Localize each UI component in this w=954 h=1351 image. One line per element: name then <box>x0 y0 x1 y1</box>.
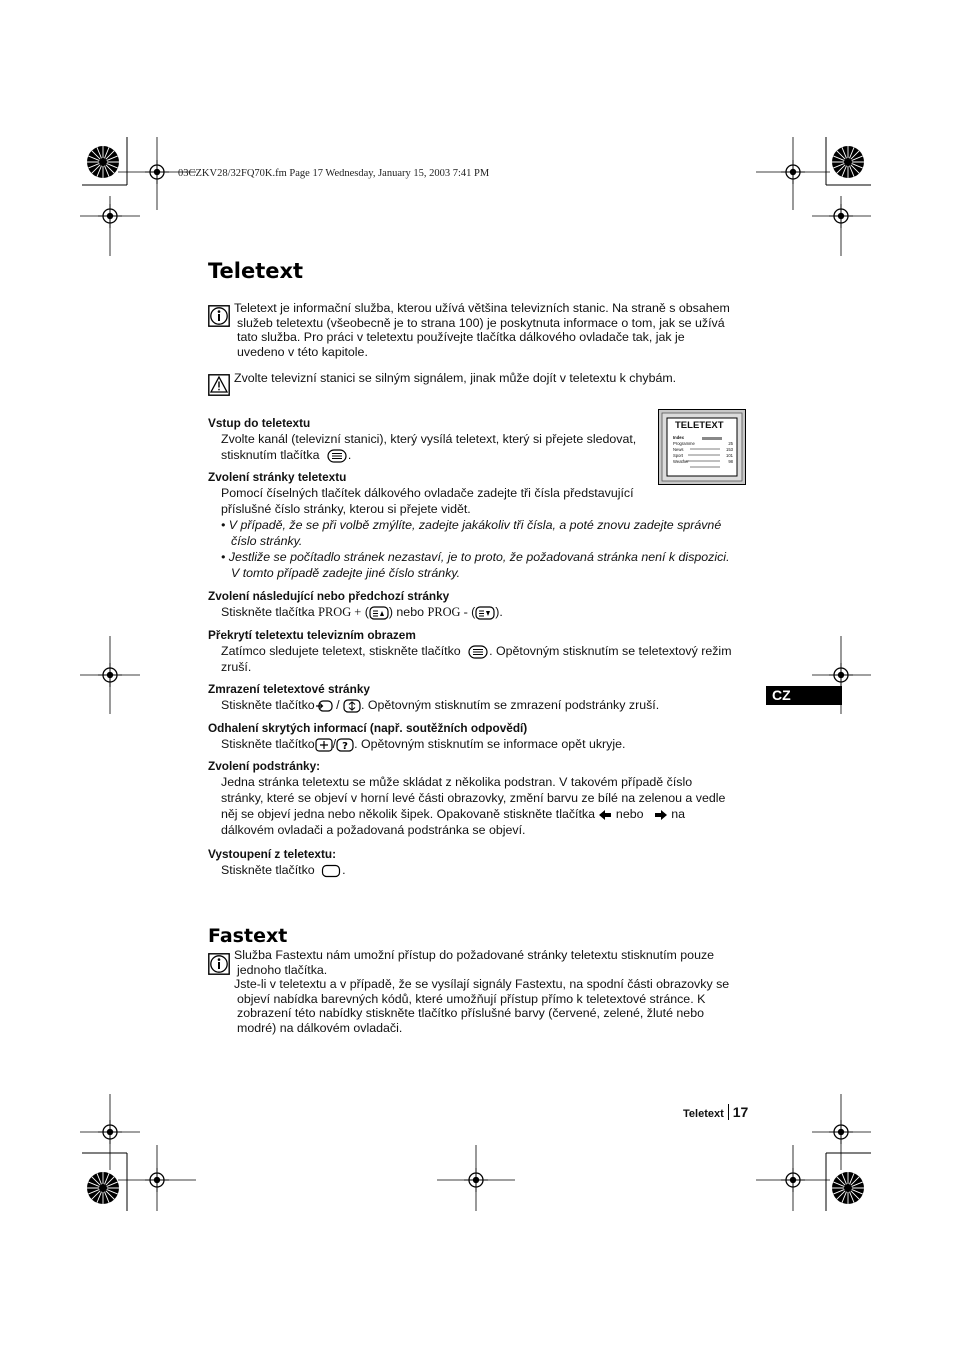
section-heading: Zvolení následující nebo předchozí stránky <box>208 589 450 603</box>
text-fragment: ) nebo <box>388 605 424 619</box>
section-exit <box>208 846 753 878</box>
text-fragment: ). <box>495 605 503 619</box>
fastext-line: objeví nabídka barevných kódů, které umožňují přístup přímo k teletextové stránce. K <box>237 991 706 1006</box>
teletext-button-icon <box>468 645 488 659</box>
hold-icon <box>315 699 333 713</box>
text-fragment: Stiskněte tlačítko <box>221 863 315 877</box>
text-fragment: na <box>671 807 686 821</box>
page-number: 17 <box>728 1104 749 1120</box>
fastext-line: jednoho tlačítka. <box>237 962 328 977</box>
text-fragment: Stiskněte tlačítko <box>221 698 315 712</box>
section-text: Pomocí číselných tlačítek dálkového ovladače zadejte tři čísla představující <box>221 486 634 500</box>
warning-text: Zvolte televizní stanici se silným signálem, jinak může dojít v teletextu k chybám. <box>234 371 677 385</box>
reveal-icon <box>315 738 333 752</box>
prog-plus-label: PROG + <box>318 605 362 619</box>
section-heading: Vystoupení z teletextu: <box>208 847 337 861</box>
section-text: Stiskněte tlačítka PROG + ( ) nebo PROG - ( ). <box>221 605 503 619</box>
teletext-button-icon <box>327 449 347 463</box>
arrow-left-icon <box>598 809 612 821</box>
info-line: služeb teletextu (všeobecně je to strana 100) je poskytnuta informace o tom, jak se užívá <box>237 315 725 330</box>
fastext-line: zobrazení této nabídky stiskněte tlačítko příslušné barvy (červené, zelené, žluté nebo <box>237 1006 704 1021</box>
reveal-icon <box>336 738 354 752</box>
section-heading: Překrytí teletextu televizním obrazem <box>208 628 416 642</box>
tt-row-label: News <box>673 447 684 452</box>
section-text: zruší. <box>221 660 252 674</box>
tt-row-value: 98 <box>728 459 733 464</box>
section-text: stránky, které se objeví v horní levé části obrazovky, změní barvu ze bílé na zelenou a vedle <box>221 791 726 805</box>
section-text: Jedna stránka teletextu se může skládat z několika podstran. V takovém případě číslo <box>221 775 693 789</box>
section-heading: Vstup do teletextu <box>208 416 311 430</box>
language-tab: CZ <box>766 686 842 705</box>
fastext-paragraph <box>234 948 749 1036</box>
section-subpage <box>208 758 753 838</box>
tt-row-value: 25 <box>728 441 733 446</box>
tt-row-value: 101 <box>726 453 733 458</box>
text-fragment: něj se objeví jedna nebo několik šipek. Opakovaně stiskněte tlačítka <box>221 807 596 821</box>
bullet-line: • V případě, že se při volbě zmýlíte, zadejte jakákoliv tři čísla, a poté znovu zadejte správné <box>221 518 722 532</box>
section-text: Stiskněte tlačítko / ? . Opětovným stisknutím se informace opět ukryje. <box>221 737 626 752</box>
tv-button-icon <box>321 864 341 878</box>
section-text <box>208 862 753 878</box>
section-next-prev <box>208 588 753 620</box>
text-fragment: . <box>342 863 346 877</box>
tt-row-label: Index <box>673 435 684 440</box>
text-fragment: Stiskněte tlačítko <box>221 737 315 751</box>
text-fragment: Stiskněte tlačítka <box>221 605 315 619</box>
text-fragment: . <box>347 448 352 462</box>
text-fragment: nebo <box>615 807 644 821</box>
tt-row-label: Weather <box>673 459 689 464</box>
info-line: uvedeno v této kapitole. <box>237 344 368 359</box>
prog-minus-label: PROG - <box>427 605 468 619</box>
teletext-screen-title: TELETEXT <box>675 420 724 431</box>
info-icon <box>208 305 230 327</box>
warning-icon <box>208 374 230 396</box>
tt-row-label: Sport <box>673 453 684 458</box>
text-fragment: Zatímco sledujete teletext, stiskněte tlačítko <box>221 644 461 658</box>
section-text <box>208 643 753 659</box>
text-fragment: . Opětovným stisknutím se teletextový režim <box>489 644 732 658</box>
text-fragment: . Opětovným stisknutím se zmrazení podstránky zruší. <box>361 698 660 712</box>
prog-up-icon <box>369 606 389 620</box>
bullet-line: číslo stránky. <box>231 534 303 548</box>
bullet-line: • Jestliže se počítadlo stránek nezastaví, je to proto, že požadovaná stránka není k dispozici. <box>221 550 730 564</box>
section-text: příslušné číslo stránky, kterou si přejete vidět. <box>221 502 471 516</box>
info-line: tato služba. Pro práci v teletextu používejte tlačítka dálkového ovladače tak, jak je <box>237 330 685 345</box>
section-text <box>208 447 753 463</box>
text-fragment: stisknutím tlačítka <box>221 448 320 462</box>
bullet-item <box>208 549 753 581</box>
text-fragment: . Opětovným stisknutím se informace opět ukryje. <box>354 737 626 751</box>
info-line: Teletext je informační služba, kterou užívá většina televizních stanic. Na straně s obsahem <box>234 301 730 315</box>
section-freeze <box>208 681 753 713</box>
section-heading: Zvolení podstránky: <box>208 759 321 773</box>
page-footer <box>683 1104 748 1120</box>
bullet-line: V tomto případě zadejte jiné číslo stránky. <box>231 566 461 580</box>
section-select-page <box>208 469 753 581</box>
section-heading: Zvolení stránky teletextu <box>208 470 347 484</box>
tt-row-value: 153 <box>726 447 733 452</box>
section-text <box>208 806 753 822</box>
prog-down-icon <box>475 606 495 620</box>
svg-text:?: ? <box>342 740 349 752</box>
section-heading: Odhalení skrytých informací (např. soutěžních odpovědí) <box>208 721 528 735</box>
fastext-line: Služba Fastextu nám umožní přístup do požadované stránky teletextu stisknutím pouze <box>234 948 715 962</box>
section-heading: Zmrazení teletextové stránky <box>208 682 370 696</box>
tt-row-label: Programme <box>673 441 695 446</box>
page-title: Teletext <box>208 259 304 283</box>
fastext-line: modré) na dálkovém ovladači. <box>237 1020 403 1035</box>
section-text: Zvolte kanál (televizní stanici), který vysílá teletext, který si přejete sledovat, <box>221 432 637 446</box>
section-reveal <box>208 720 753 752</box>
arrow-right-icon <box>654 809 668 821</box>
fastext-line: Jste-li v teletextu a v případě, že se vysílají signály Fastextu, na spodní části obrazovky se <box>234 977 730 992</box>
hold-icon <box>343 699 361 713</box>
section-overlay <box>208 627 753 675</box>
print-header: 03CZKV28/32FQ70K.fm Page 17 Wednesday, January 15, 2003 7:41 PM <box>178 168 490 179</box>
info-paragraph <box>234 301 749 359</box>
bullet-item <box>208 517 753 549</box>
section-text: dálkovém ovladači a požadovaná podstránka se objeví. <box>221 823 526 837</box>
section-enter <box>208 415 753 463</box>
footer-section: Teletext <box>683 1108 724 1120</box>
section-text: Stiskněte tlačítko / . Opětovným stisknutím se zmrazení podstránky zruší. <box>221 698 660 712</box>
info-icon <box>208 953 230 975</box>
fastext-title: Fastext <box>208 925 288 947</box>
